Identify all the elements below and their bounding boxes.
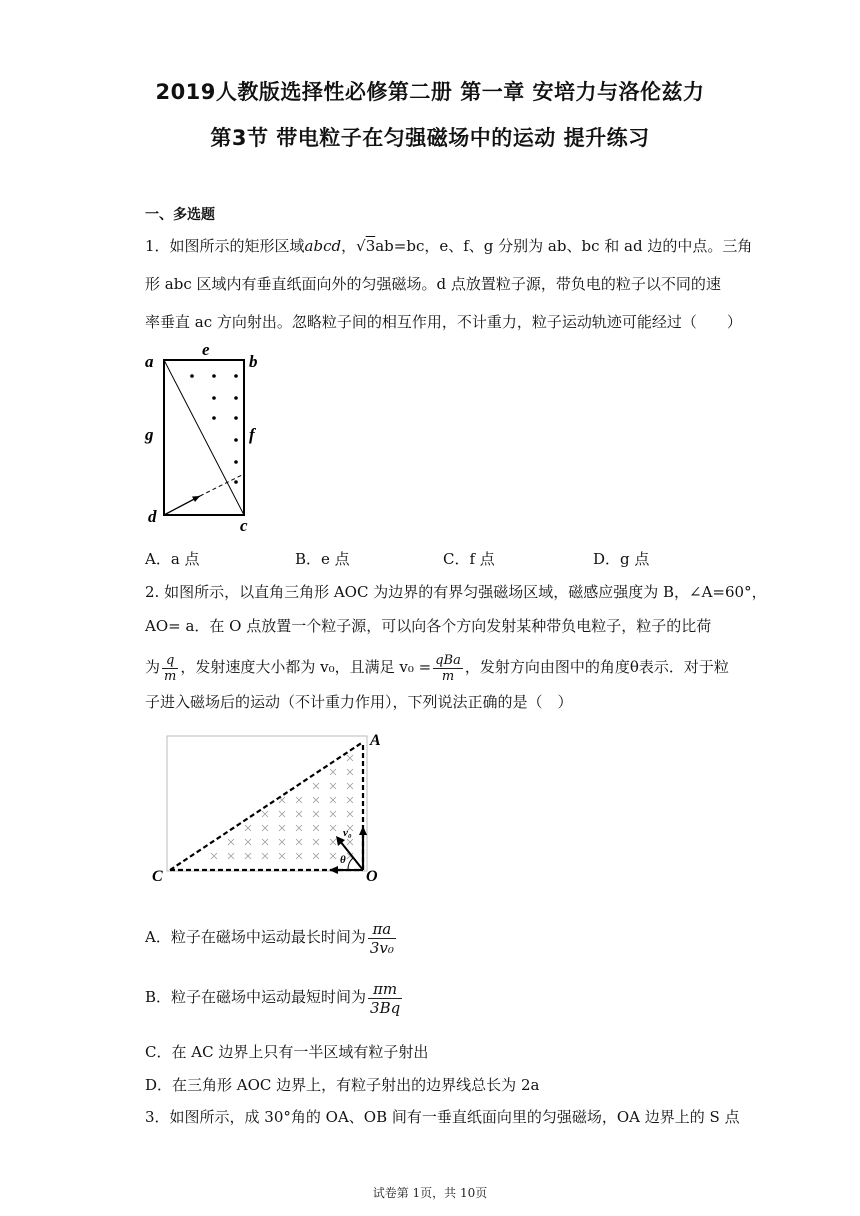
label-O: O — [366, 868, 378, 885]
fraction-q-over-m — [162, 653, 178, 684]
frac1-den: m — [164, 668, 177, 684]
q2-line3-pre: 为 — [145, 658, 161, 676]
label-g: g — [145, 425, 154, 444]
q2-option-b-text: B．粒子在磁场中运动最短时间为 — [145, 988, 367, 1006]
q3-line1: 3．如图所示，成 30°角的 OA、OB 间有一垂直纸面向里的匀强磁场，OA 边界上的 S 点 — [145, 1108, 740, 1126]
q2-line3-post: ，发射方向由图中的角度θ表示．对于粒 — [464, 658, 729, 676]
q1-line1-abcd: abcd — [304, 237, 342, 255]
label-C: C — [152, 868, 163, 885]
sqrt-symbol: √3 — [356, 237, 376, 255]
q2-line3 — [145, 647, 729, 687]
label-a: a — [145, 352, 154, 371]
figure-frame — [167, 736, 367, 871]
q2-option-a-text: A．粒子在磁场中运动最长时间为 — [145, 928, 366, 946]
fraction-pi-m-over-3Bq — [368, 980, 402, 1017]
q2-triangle-figure — [150, 728, 390, 888]
q2-option-b — [145, 975, 404, 1019]
q1-rectangle-figure — [140, 340, 280, 535]
label-f: f — [249, 425, 255, 444]
optA-den: 3v₀ — [369, 938, 394, 957]
q1-line1-prefix: 1．如图所示的矩形区域 — [145, 237, 305, 255]
sqrt-radicand: 3 — [365, 237, 376, 255]
frac1-num: q — [162, 653, 178, 669]
optB-num: πm — [368, 980, 402, 999]
fraction-pi-a-over-3v0 — [368, 920, 396, 957]
optA-num: πa — [368, 920, 396, 939]
label-b: b — [249, 352, 258, 371]
fraction-qBa-over-m — [433, 653, 463, 684]
q2-line2: AO= a．在 O 点放置一个粒子源，可以向各个方向发射某种带负电粒子，粒子的比荷 — [145, 617, 712, 635]
q1-line1 — [145, 236, 753, 256]
page-title-line2: 第3节 带电粒子在匀强磁场中的运动 提升练习 — [210, 126, 650, 150]
q1-line2: 形 abc 区域内有垂直纸面向外的匀强磁场。d 点放置粒子源，带负电的粒子以不同的速 — [145, 275, 721, 293]
label-e: e — [202, 340, 210, 359]
section-heading: 一、多选题 — [145, 207, 215, 223]
q2-line1: 2. 如图所示，以直角三角形 AOC 为边界的有界匀强磁场区域，磁感应强度为 B，∠A=60°， — [145, 583, 767, 601]
q1-line1-comma: ， — [341, 237, 357, 255]
dashed-extension — [200, 474, 244, 496]
field-dots — [190, 374, 238, 484]
diagonal-ac — [164, 360, 244, 515]
label-d: d — [148, 507, 157, 526]
q1-line3: 率垂直 ac 方向射出。忽略粒子间的相互作用，不计重力，粒子运动轨迹可能经过（ ） — [145, 313, 742, 331]
q2-line4: 子进入磁场后的运动（不计重力作用），下列说法正确的是（ ） — [145, 693, 573, 711]
q1-option-a: A．a 点 — [145, 550, 200, 568]
optB-den: 3Bq — [370, 998, 401, 1017]
q2-option-a — [145, 915, 398, 959]
label-c: c — [240, 516, 248, 535]
label-v0: v₀ — [343, 827, 352, 839]
q1-option-b: B．e 点 — [295, 550, 350, 568]
frac2-den: m — [441, 668, 455, 684]
label-theta: θ — [340, 854, 346, 866]
page-title-line1: 2019人教版选择性必修第二册 第一章 安培力与洛伦兹力 — [155, 80, 705, 104]
label-A: A — [370, 732, 381, 749]
q1-line1-rest: ab=bc，e、f、g 分别为 ab、bc 和 ad 边的中点。三角 — [375, 237, 753, 255]
q1-option-d: D．g 点 — [593, 550, 650, 568]
q2-option-c: C．在 AC 边界上只有一半区域有粒子射出 — [145, 1043, 429, 1061]
page-footer: 试卷第 1页，共 10页 — [372, 1186, 488, 1200]
q2-option-d: D．在三角形 AOC 边界上，有粒子射出的边界线总长为 2a — [145, 1076, 540, 1094]
q1-option-c: C．f 点 — [443, 550, 495, 568]
q2-line3-mid: ，发射速度大小都为 v₀，且满足 v₀ = — [180, 658, 432, 676]
frac2-num: qBa — [435, 652, 461, 668]
